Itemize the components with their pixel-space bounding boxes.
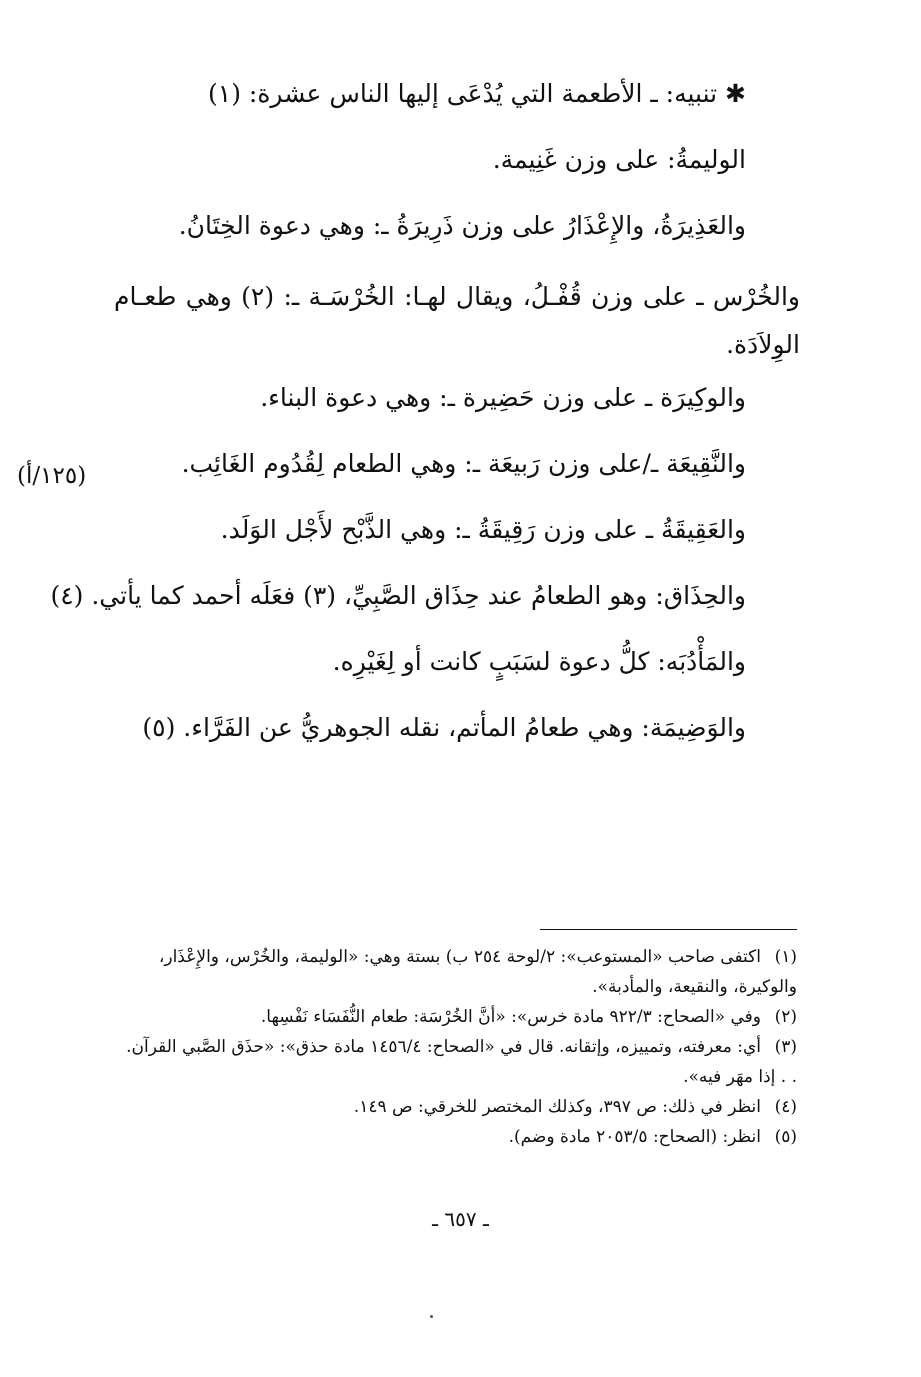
footnote-1 bbox=[119, 942, 797, 1002]
main-line-8: والحِذَاق: وهو الطعامُ عند حِذَاق الصَّبِيِّ، (٣) فعَلَه أحمد كما يأتي. (٤) bbox=[50, 581, 746, 610]
main-line-1: ✱ تنبيه: ـ الأطعمة التي يُدْعَى إليها الناس عشرة: (١) bbox=[208, 79, 746, 108]
scan-speck bbox=[430, 1315, 433, 1318]
footnotes bbox=[117, 942, 797, 1152]
footnote-number: (٥) bbox=[774, 1127, 797, 1147]
main-line-4: والخُرْس ـ على وزن قُفْـلُ، ويقال لهـا: الخُرْسَـة ـ: (٢) وهي طعـام الوِلاَدَة. bbox=[114, 282, 800, 359]
marginal-folio-note: (١٢٥/أ) bbox=[17, 463, 87, 489]
footnote-2 bbox=[117, 1002, 797, 1032]
footnote-number: (٤) bbox=[774, 1097, 797, 1117]
main-line-10: والوَضِيمَة: وهي طعامُ المأتم، نقله الجوهريُّ عن الفَرَّاء. (٥) bbox=[142, 713, 746, 742]
footnote-text: انظر: (الصحاح: ٢٠٥٣/٥ مادة وضم). bbox=[508, 1127, 761, 1147]
footnote-text: اكتفى صاحب «المستوعب»: ٢/لوحة ٢٥٤ ب) بستة وهي: «الوليمة، والخُرْس، والإِعْذَار، والوكيرة، والنقيعة، والمأدبة». bbox=[158, 947, 797, 997]
main-line-7: والعَقِيقَةُ ـ على وزن رَقِيقَةُ ـ: وهي الذَّبْح لأَجْل الوَلَد. bbox=[220, 515, 746, 544]
footnote-text: وفي «الصحاح: ٩٢٢/٣ مادة خرس»: «أنَّ الخُرْسَة: طعام النُّفَسَاء نَفْسِها. bbox=[260, 1007, 761, 1027]
main-line-2: الوليمةُ: على وزن غَنِيمة. bbox=[492, 145, 746, 174]
footnote-4 bbox=[117, 1092, 797, 1122]
main-line-6: والنَّقِيعَة ـ/على وزن رَبيعَة ـ: وهي الطعام لِقُدُوم الغَائِب. bbox=[181, 449, 746, 478]
footnote-number: (١) bbox=[774, 947, 797, 967]
main-line-9: والمَأْدُبَه: كلُّ دعوة لسَبَبٍ كانت أو لِغَيْرِه. bbox=[332, 647, 746, 676]
footnote-number: (٢) bbox=[774, 1007, 797, 1027]
main-line-5: والوكِيرَة ـ على وزن حَضِيرة ـ: وهي دعوة البناء. bbox=[260, 383, 746, 412]
footnote-text: انظر في ذلك: ص ٣٩٧، وكذلك المختصر للخرقي: ص ١٤٩. bbox=[353, 1097, 761, 1117]
footnote-separator bbox=[540, 929, 797, 930]
footnote-number: (٣) bbox=[774, 1037, 797, 1057]
main-line-3: والعَذِيرَةُ، والإِعْذَارُ على وزن ذَرِيرَةُ ـ: وهي دعوة الخِتَانُ. bbox=[178, 211, 746, 240]
footnote-5 bbox=[117, 1122, 797, 1152]
page-number: ـ ٦٥٧ ـ bbox=[432, 1207, 489, 1231]
footnote-3 bbox=[119, 1032, 797, 1092]
footnote-text: أي: معرفته، وتمييزه، وإتقانه. قال في «الصحاح: ١٤٥٦/٤ مادة حذق»: «حذَق الصَّبي القرآن. . . إذا مهَر فيه». bbox=[126, 1037, 797, 1087]
